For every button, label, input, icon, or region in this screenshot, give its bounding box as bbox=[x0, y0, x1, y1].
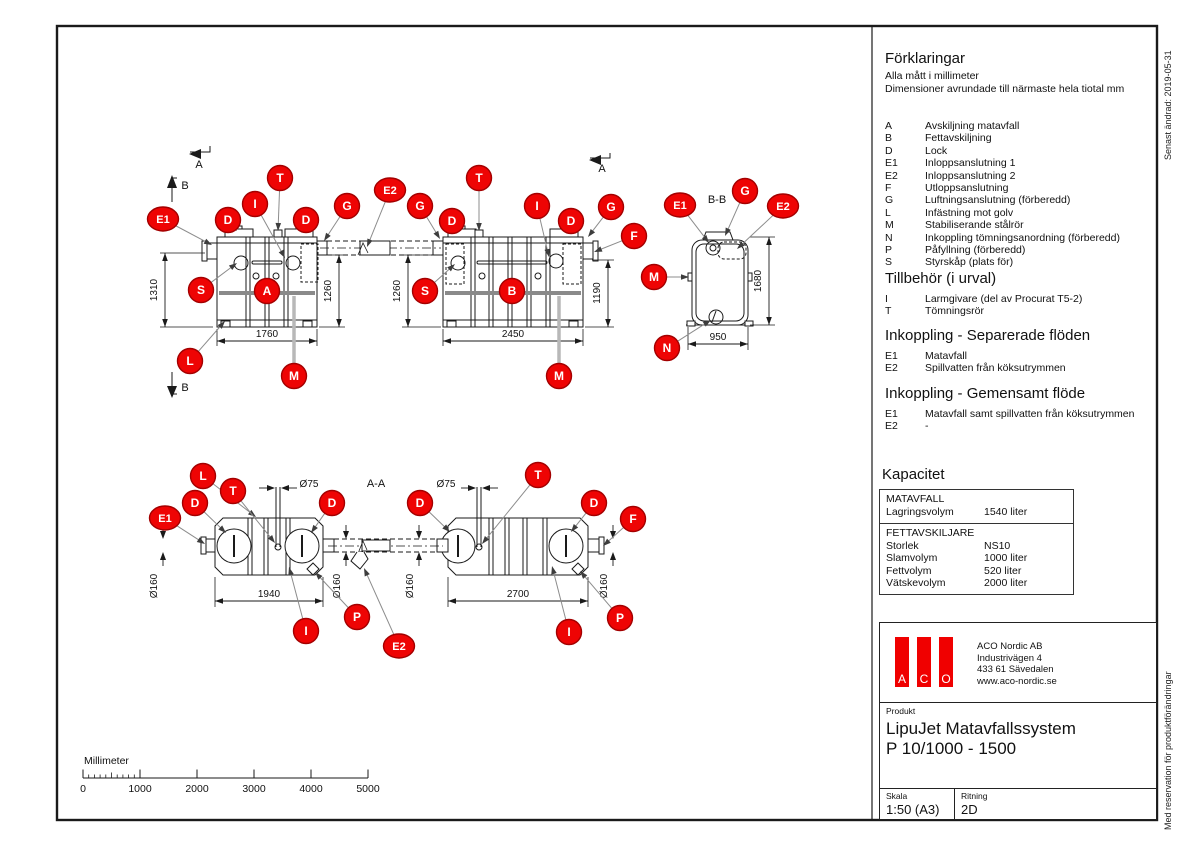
svg-text:950: 950 bbox=[709, 332, 727, 343]
aco-logo bbox=[895, 637, 953, 687]
callout-I bbox=[286, 566, 318, 643]
svg-text:E1: E1 bbox=[156, 214, 170, 226]
tank2-elevation bbox=[433, 226, 598, 327]
svg-text:P: P bbox=[352, 610, 362, 624]
svg-text:T: T bbox=[534, 468, 542, 482]
view-label-A: A bbox=[195, 159, 203, 171]
svg-text:B: B bbox=[507, 284, 517, 298]
capacity-row: Lagringsvolym 1540 liter bbox=[886, 506, 1028, 518]
svg-text:D: D bbox=[223, 213, 233, 227]
svg-text:A: A bbox=[262, 284, 272, 298]
svg-text:2000: 2000 bbox=[185, 783, 209, 795]
dimension-1260 bbox=[392, 255, 411, 327]
svg-text:F: F bbox=[629, 512, 637, 526]
accessory-item: I Larmgivare (del av Procurat T5-2) bbox=[885, 293, 1083, 305]
capacity-row: Vätskevolym 2000 liter bbox=[886, 577, 1028, 590]
title-block bbox=[879, 622, 1157, 820]
connection-common-item: E1 Matavfall samt spillvatten från köksutrymmen bbox=[885, 408, 1135, 420]
connections-separated-panel bbox=[885, 327, 1153, 375]
connection-separated-item: E2 Spillvatten från köksutrymmen bbox=[885, 362, 1066, 375]
dimension-Ø160 bbox=[405, 573, 416, 598]
dimension-1940 bbox=[215, 589, 323, 604]
svg-text:L: L bbox=[199, 469, 207, 483]
callout-N bbox=[655, 318, 713, 361]
connection-common-item: E2 - bbox=[885, 420, 929, 433]
callout-M bbox=[642, 265, 690, 290]
svg-text:5000: 5000 bbox=[356, 783, 380, 795]
callout-D bbox=[294, 208, 319, 233]
connecting-pipe-elevation bbox=[320, 241, 441, 255]
svg-text:1760: 1760 bbox=[255, 329, 279, 340]
company-name: ACO Nordic AB bbox=[977, 641, 1043, 652]
view-label-A: A bbox=[598, 163, 606, 175]
aco-logo-block: A bbox=[895, 637, 909, 687]
drawing-type-value: 2D bbox=[961, 802, 978, 817]
svg-text:Ø160: Ø160 bbox=[149, 573, 160, 599]
capacity-row: Fettvolym 520 liter bbox=[886, 564, 1022, 577]
svg-text:1940: 1940 bbox=[257, 589, 281, 600]
aco-logo-block: C bbox=[917, 637, 931, 687]
connections-common-panel bbox=[885, 385, 1153, 433]
product-line-1: LipuJet Matavfallssystem bbox=[886, 719, 1076, 738]
svg-text:4000: 4000 bbox=[299, 783, 323, 795]
connection-separated-item: E1 Matavfall bbox=[885, 350, 968, 362]
dimension-1190 bbox=[592, 260, 611, 327]
svg-text:E1: E1 bbox=[673, 200, 687, 212]
accessories-title: Tillbehör (i urval) bbox=[885, 270, 997, 287]
view-label-B: B bbox=[181, 180, 189, 192]
svg-text:1000: 1000 bbox=[128, 783, 152, 795]
cut-mark-b-top-left bbox=[167, 175, 177, 202]
connections-common-title: Inkoppling - Gemensamt flöde bbox=[885, 385, 1086, 402]
callout-D bbox=[309, 491, 345, 535]
scale-label: Skala bbox=[886, 791, 908, 801]
svg-text:1260: 1260 bbox=[323, 279, 334, 303]
svg-text:E2: E2 bbox=[776, 201, 790, 213]
svg-text:L: L bbox=[186, 354, 194, 368]
dimension-1760 bbox=[217, 329, 317, 344]
margin-note-disclaimer: Med reservation för produktförändringar bbox=[1163, 671, 1173, 830]
view-label-B-B: B-B bbox=[707, 194, 727, 206]
svg-text:Ø75: Ø75 bbox=[436, 479, 456, 490]
dimension-2700 bbox=[448, 589, 588, 604]
scale-cell bbox=[880, 789, 954, 820]
capacity-row: Storlek NS10 bbox=[886, 539, 1011, 552]
callout-D bbox=[216, 208, 241, 233]
svg-text:D: D bbox=[589, 496, 599, 510]
company-street: Industrivägen 4 bbox=[977, 652, 1042, 664]
tank2-plan bbox=[437, 487, 604, 575]
connections-separated-title: Inkoppling - Separerade flöden bbox=[885, 327, 1091, 344]
product-line-2: P 10/1000 - 1500 bbox=[886, 739, 1017, 758]
capacity-section-header: FETTAVSKILJARE bbox=[886, 526, 975, 539]
connections-common-items bbox=[885, 408, 1153, 433]
capacity-section-header: MATAVFALL bbox=[886, 493, 945, 505]
legend-item: F Utloppsanslutning bbox=[885, 182, 1009, 195]
svg-text:F: F bbox=[630, 229, 638, 243]
svg-text:2700: 2700 bbox=[506, 589, 530, 600]
svg-text:N: N bbox=[662, 341, 672, 355]
svg-text:1190: 1190 bbox=[592, 282, 603, 304]
drawing-type-label: Ritning bbox=[961, 791, 988, 801]
tank1-plan bbox=[201, 487, 334, 575]
svg-text:I: I bbox=[567, 625, 571, 639]
legend-subtitle-1: Alla mått i millimeter bbox=[885, 70, 979, 82]
legend-subtitle-2: Dimensioner avrundade till närmaste hela tiotal mm bbox=[885, 83, 1125, 95]
callout-D bbox=[559, 209, 584, 234]
callout-A bbox=[255, 279, 280, 304]
scale-value: 1:50 (A3) bbox=[886, 802, 940, 817]
dimension-2450 bbox=[443, 329, 583, 344]
section-bb bbox=[686, 232, 754, 326]
legend-item: S Styrskåp (plats för) bbox=[885, 256, 1014, 269]
legend-item: D Lock bbox=[885, 144, 948, 157]
legend-items bbox=[885, 120, 1153, 269]
svg-text:E2: E2 bbox=[392, 641, 406, 653]
connections-separated-items bbox=[885, 350, 1153, 375]
svg-text:T: T bbox=[276, 171, 284, 185]
drawing-type-cell bbox=[954, 789, 1156, 820]
margin-note-last-modified: Senast ändrad: 2019-05-31 bbox=[1163, 50, 1173, 160]
legend-item: L Infästning mot golv bbox=[885, 206, 1014, 219]
callout-T bbox=[268, 166, 293, 232]
callout-F bbox=[601, 507, 645, 549]
svg-text:D: D bbox=[301, 213, 311, 227]
dimension-1310 bbox=[149, 253, 168, 327]
svg-text:I: I bbox=[253, 197, 257, 211]
capacity-section bbox=[880, 523, 1073, 594]
svg-text:G: G bbox=[740, 184, 750, 198]
company-address bbox=[977, 641, 1057, 687]
legend-title: Förklaringar bbox=[885, 50, 966, 67]
view-label-B: B bbox=[181, 382, 189, 394]
cut-mark-b-bottom-left bbox=[167, 372, 177, 398]
dimension-1260 bbox=[323, 255, 342, 327]
svg-text:1680: 1680 bbox=[753, 269, 764, 293]
dimension-Ø160 bbox=[149, 573, 160, 598]
callout-E2 bbox=[364, 178, 405, 248]
callout-B bbox=[500, 279, 525, 304]
dimension-Ø75 bbox=[300, 479, 319, 490]
legend-item: G Luftningsanslutning (förberedd) bbox=[885, 194, 1071, 207]
title-block-product-row bbox=[880, 703, 1156, 789]
tank1-elevation bbox=[202, 226, 327, 327]
svg-text:2450: 2450 bbox=[501, 329, 525, 340]
callout-G bbox=[722, 179, 757, 238]
svg-text:P: P bbox=[615, 611, 625, 625]
callout-G bbox=[408, 194, 443, 241]
callout-F bbox=[593, 224, 647, 255]
legend-item: B Fettavskiljning bbox=[885, 132, 992, 145]
callout-I bbox=[549, 565, 581, 644]
svg-text:G: G bbox=[342, 199, 352, 213]
company-website: www.aco-nordic.se bbox=[977, 675, 1057, 687]
svg-text:D: D bbox=[447, 214, 457, 228]
callout-G bbox=[322, 194, 360, 243]
svg-text:D: D bbox=[566, 214, 576, 228]
dimension-950 bbox=[688, 332, 748, 347]
svg-text:S: S bbox=[420, 284, 430, 298]
svg-text:Ø75: Ø75 bbox=[299, 479, 319, 490]
svg-text:D: D bbox=[327, 496, 337, 510]
svg-text:0: 0 bbox=[80, 783, 86, 795]
svg-text:M: M bbox=[289, 369, 299, 383]
legend-item: E1 Inloppsanslutning 1 bbox=[885, 157, 1016, 170]
svg-text:1260: 1260 bbox=[392, 279, 403, 303]
capacity-table bbox=[879, 489, 1074, 595]
svg-text:T: T bbox=[475, 171, 483, 185]
legend-item: A Avskiljning matavfall bbox=[885, 120, 1020, 132]
svg-text:Ø160: Ø160 bbox=[405, 573, 416, 599]
capacity-title: Kapacitet bbox=[882, 466, 945, 483]
svg-text:E2: E2 bbox=[383, 185, 397, 197]
dimension-Ø75 bbox=[437, 479, 456, 490]
callout-E1 bbox=[665, 193, 712, 245]
capacity-row: Slamvolym 1000 liter bbox=[886, 552, 1028, 565]
legend-item: N Inkoppling tömningsanordning (förberedd) bbox=[885, 231, 1120, 244]
legend-panel bbox=[885, 50, 1153, 269]
title-block-logo-row bbox=[880, 623, 1156, 703]
svg-text:M: M bbox=[649, 270, 659, 284]
aco-logo-block: O bbox=[939, 637, 953, 687]
legend-item: E2 Inloppsanslutning 2 bbox=[885, 169, 1016, 182]
svg-text:Ø160: Ø160 bbox=[332, 573, 343, 599]
product-name bbox=[886, 719, 1156, 759]
callout-D bbox=[440, 209, 465, 234]
scale-bar bbox=[80, 755, 380, 795]
dimension-1680 bbox=[753, 237, 772, 325]
svg-text:T: T bbox=[229, 484, 237, 498]
svg-text:S: S bbox=[196, 283, 206, 297]
cut-mark-a-top-left bbox=[189, 146, 210, 159]
product-label: Produkt bbox=[886, 706, 916, 716]
svg-text:I: I bbox=[535, 199, 539, 213]
svg-text:1310: 1310 bbox=[149, 278, 160, 302]
svg-text:D: D bbox=[190, 496, 200, 510]
accessories-panel bbox=[885, 270, 1153, 318]
callout-D bbox=[408, 491, 452, 535]
accessories-items bbox=[885, 293, 1153, 318]
svg-text:G: G bbox=[415, 199, 425, 213]
svg-text:D: D bbox=[415, 496, 425, 510]
callout-G bbox=[586, 195, 624, 239]
svg-text:M: M bbox=[554, 369, 564, 383]
company-city: 433 61 Sävedalen bbox=[977, 664, 1054, 675]
svg-text:E1: E1 bbox=[158, 513, 172, 525]
accessory-item: T Tömningsrör bbox=[885, 305, 984, 318]
svg-text:Ø160: Ø160 bbox=[599, 573, 610, 599]
capacity-section bbox=[880, 490, 1073, 523]
legend-item: P Påfyllning (förberedd) bbox=[885, 244, 1026, 257]
svg-text:I: I bbox=[304, 624, 308, 638]
callout-T bbox=[467, 166, 492, 232]
svg-text:G: G bbox=[606, 200, 616, 214]
legend-item: M Stabiliserande stålrör bbox=[885, 219, 1024, 232]
svg-text:3000: 3000 bbox=[242, 783, 266, 795]
title-block-bottom-row bbox=[880, 789, 1156, 820]
dimension-Ø160 bbox=[332, 573, 343, 598]
view-label-A-A: A-A bbox=[366, 478, 386, 490]
capacity-panel bbox=[882, 466, 1074, 595]
callout-D bbox=[183, 491, 228, 536]
svg-text:Millimeter: Millimeter bbox=[84, 755, 129, 767]
